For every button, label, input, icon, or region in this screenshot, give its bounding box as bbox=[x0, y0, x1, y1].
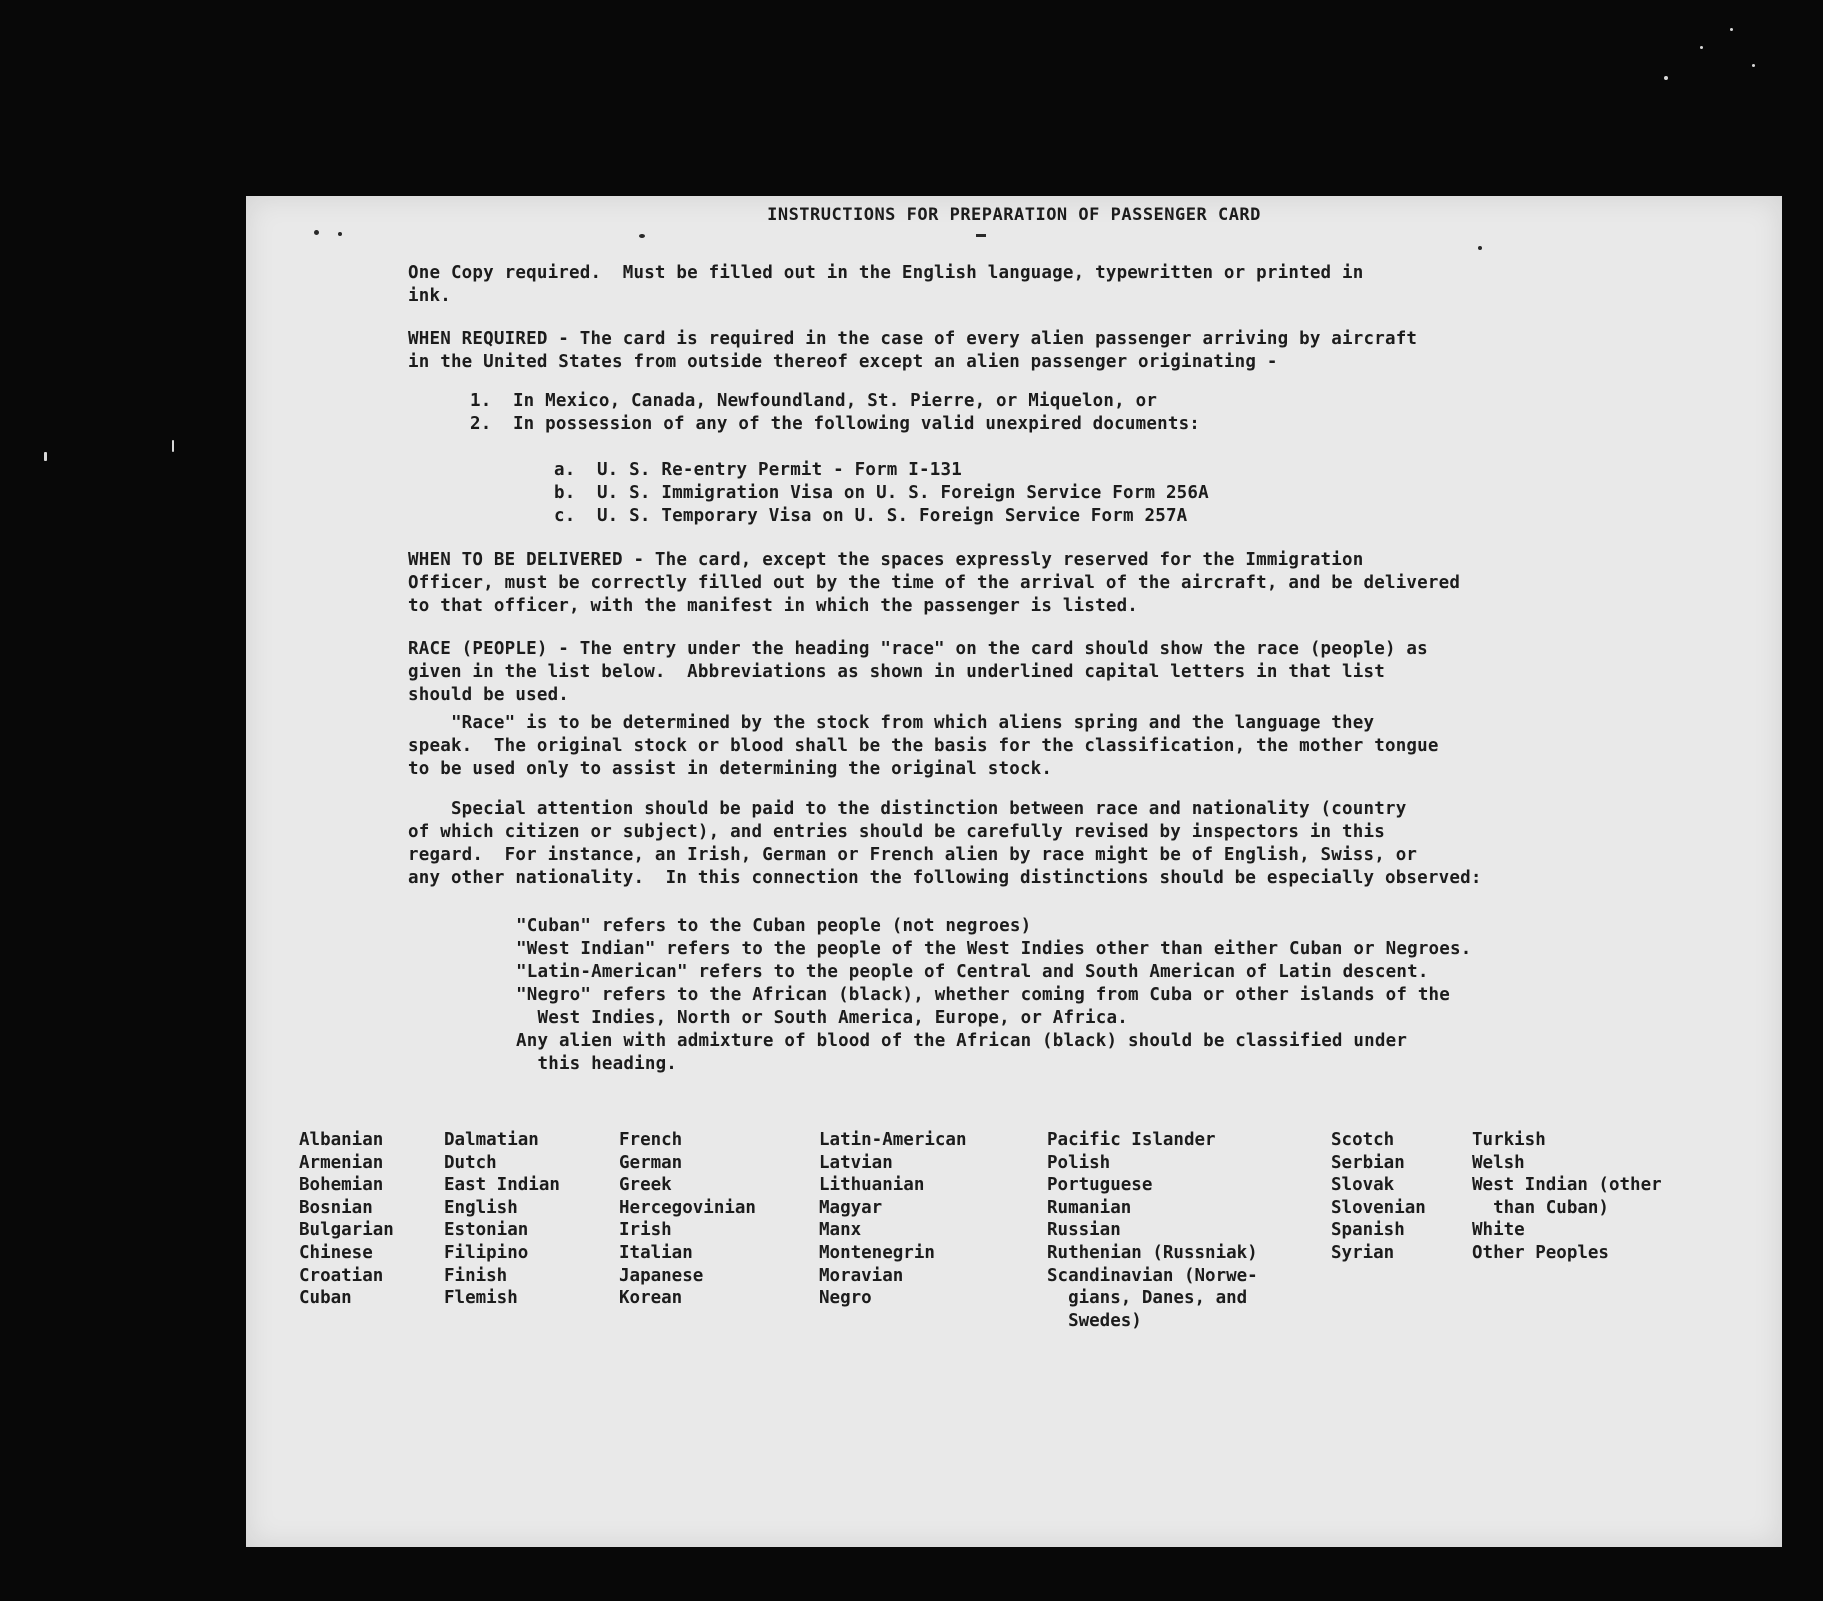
race-entry: Bulgarian bbox=[299, 1220, 394, 1241]
paragraph-special-attention: Special attention should be paid to the distinction between race and nationality (country of which citizen or subject), and entries should be carefully revised by inspectors in this regard. For instance, an Irish, German or French alien by race might be of English, Swiss, or any other nationality. In this connection the following distinctions should be especially observed: bbox=[408, 799, 1482, 888]
race-entry: German bbox=[619, 1152, 683, 1173]
numbered-list: 1. In Mexico, Canada, Newfoundland, St. Pierre, or Miquelon, or 2. In possession of any of the following valid unexpired documents: bbox=[470, 391, 1201, 434]
race-entry: Hercegovinian bbox=[619, 1197, 756, 1218]
paragraph-race-stock: "Race" is to be determined by the stock from which aliens spring and the language they speak. The original stock or blood shall be the basis for the classification, the mother tongue to be used only to assist in determining the original stock. bbox=[408, 713, 1439, 779]
race-entry: Korean bbox=[619, 1288, 683, 1309]
race-entry: West Indian (other than Cuban) bbox=[1472, 1175, 1662, 1218]
race-entry: Negro bbox=[819, 1288, 872, 1309]
scan-speck bbox=[1478, 246, 1482, 250]
race-entry: Spanish bbox=[1331, 1220, 1405, 1241]
race-column bbox=[444, 1129, 560, 1310]
page-title: INSTRUCTIONS FOR PREPARATION OF PASSENGER CARD bbox=[767, 205, 1261, 225]
race-entry: Cuban bbox=[299, 1288, 352, 1309]
race-entry: Other Peoples bbox=[1472, 1242, 1609, 1263]
race-entry: Pacific Islander bbox=[1047, 1130, 1216, 1150]
lettered-list: a. U. S. Re-entry Permit - Form I-131 b. U. S. Immigration Visa on U. S. Foreign Service Form 256A c. U. S. Temporary Visa on U. S. Foreign Service Form 257A bbox=[554, 460, 1209, 526]
race-entry: Albanian bbox=[299, 1130, 384, 1150]
race-entry: Latvian bbox=[819, 1152, 893, 1173]
race-entry: Polish bbox=[1047, 1152, 1111, 1173]
race-entry: Scotch bbox=[1331, 1130, 1395, 1150]
race-entry: Filipino bbox=[444, 1242, 529, 1263]
race-entry: Rumanian bbox=[1047, 1197, 1132, 1218]
race-entry: Magyar bbox=[819, 1197, 883, 1218]
race-entry: Portuguese bbox=[1047, 1175, 1153, 1196]
race-entry: Ruthenian (Russniak) bbox=[1047, 1242, 1258, 1263]
race-entry: Irish bbox=[619, 1220, 672, 1241]
race-entry: Croatian bbox=[299, 1265, 384, 1286]
race-entry: Syrian bbox=[1331, 1242, 1395, 1263]
race-entry: Serbian bbox=[1331, 1152, 1405, 1173]
race-entry: Japanese bbox=[619, 1265, 704, 1286]
race-entry: Bohemian bbox=[299, 1175, 384, 1196]
race-column bbox=[1047, 1129, 1258, 1332]
race-entry: Armenian bbox=[299, 1152, 384, 1173]
scan-speck bbox=[338, 232, 342, 236]
race-entry: Turkish bbox=[1472, 1130, 1546, 1150]
scan-speck bbox=[1752, 64, 1755, 67]
scan-speck bbox=[976, 234, 986, 237]
race-entry: Finish bbox=[444, 1265, 508, 1286]
race-entry: Latin-American bbox=[819, 1130, 967, 1150]
race-entry: Slovenian bbox=[1331, 1197, 1426, 1218]
race-entry: Chinese bbox=[299, 1242, 373, 1263]
race-entry: Montenegrin bbox=[819, 1242, 935, 1263]
scan-speck bbox=[1664, 76, 1668, 80]
race-entry: Bosnian bbox=[299, 1197, 373, 1218]
race-entry: Slovak bbox=[1331, 1175, 1395, 1196]
race-entry: Dutch bbox=[444, 1152, 497, 1173]
distinctions-list: "Cuban" refers to the Cuban people (not negroes) "West Indian" refers to the people of the West Indies other than either Cuban or Negroes. "Latin-American" refers to the people of Central and South American of Latin descent. "Negro" refers to the African (black), whether coming from Cuba or other islands of the West Indies, North or South America, Europe, or Africa. Any alien with admixture of blood of the African (black) should be classified under this heading. bbox=[516, 916, 1472, 1074]
scan-speck bbox=[1700, 46, 1703, 49]
race-entry: Welsh bbox=[1472, 1152, 1525, 1173]
race-entry: Estonian bbox=[444, 1220, 529, 1241]
scan-speck bbox=[44, 452, 47, 461]
scan-speck bbox=[639, 234, 645, 238]
race-column bbox=[1331, 1129, 1426, 1265]
scan-speck bbox=[172, 440, 174, 452]
scan-speck bbox=[314, 230, 319, 235]
race-entry: White bbox=[1472, 1220, 1525, 1241]
paragraph-when-delivered: WHEN TO BE DELIVERED - The card, except the spaces expressly reserved for the Immigration Officer, must be correctly filled out by the time of the arrival of the aircraft, and be delivered to that officer, with the manifest in which the passenger is listed. bbox=[408, 550, 1461, 616]
race-entry: English bbox=[444, 1197, 518, 1218]
race-entry: Greek bbox=[619, 1175, 672, 1196]
race-column bbox=[1472, 1129, 1662, 1265]
paragraph-race-people: RACE (PEOPLE) - The entry under the heading "race" on the card should show the race (people) as given in the list below. Abbreviations as shown in underlined capital letters in that list should be used. bbox=[408, 639, 1428, 705]
race-entry: Moravian bbox=[819, 1265, 904, 1286]
race-entry: Scandinavian (Norwe- gians, Danes, and Swedes) bbox=[1047, 1265, 1258, 1331]
race-entry: East Indian bbox=[444, 1175, 560, 1196]
race-entry: Dalmatian bbox=[444, 1130, 539, 1150]
race-column bbox=[299, 1129, 394, 1310]
race-entry: Russian bbox=[1047, 1220, 1121, 1241]
race-list bbox=[299, 1129, 1769, 1359]
race-entry: Manx bbox=[819, 1220, 862, 1241]
scan-speck bbox=[1730, 28, 1733, 31]
race-column bbox=[819, 1129, 967, 1310]
paragraph-when-required: WHEN REQUIRED - The card is required in the case of every alien passenger arriving by aircraft in the United States from outside thereof except an alien passenger originating - bbox=[408, 329, 1418, 372]
document-page bbox=[246, 196, 1782, 1547]
race-entry: Flemish bbox=[444, 1288, 518, 1309]
race-column bbox=[619, 1129, 756, 1310]
race-entry: Italian bbox=[619, 1242, 693, 1263]
race-entry: Lithuanian bbox=[819, 1175, 925, 1196]
paragraph-copy-required: One Copy required. Must be filled out in the English language, typewritten or printed in ink. bbox=[408, 263, 1364, 306]
race-entry: French bbox=[619, 1130, 683, 1150]
